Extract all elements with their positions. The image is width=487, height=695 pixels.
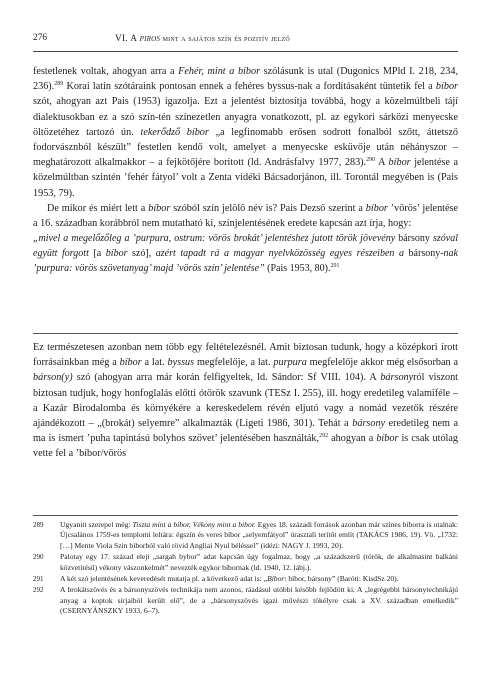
p1-text-4: szót, ahogyan azt Pais (1953) igazolja. Ezt a jelentést biztosítja továbbá, hogy a közelmúltbeli tájí dialektusokban ez a szó szín-tén színezetlen anyagra vonatkozott, pl. az egykori sárközi menyecske öltözetéhez tartozó ún.: [33, 96, 458, 138]
quote-text-5: (Pais 1953, 80).: [264, 263, 331, 275]
footnote-292: [33, 585, 458, 616]
footnote-291: [33, 574, 458, 584]
running-head-rest: mint a sajátos szín és pozitív jelző: [162, 33, 290, 43]
running-head-roman: VI.: [115, 34, 128, 44]
quote-italic-2: szóval együtt forgott: [33, 233, 458, 260]
p2-text-3: ’vörös’ jelentése a 16. században korábbról nem mutatható ki, színjelentésének eredete kapcsán azt írja, hogy:: [33, 202, 459, 230]
p1-italic-2: bíbor: [435, 81, 458, 93]
footnote-ref-292[interactable]: 292: [319, 433, 329, 440]
footnote-text: Palotay egy 17. század eleji „sargah bybor” adat kapcsán úgy fogalmaz, hogy „a századszerű (török, de alkalmasint balkáni közvetítésű) vékony vászonkelmét” nevezték egykor bíbornak (ld. 1940, 12. lábj.).: [60, 552, 458, 572]
footnote-number: 290: [33, 553, 44, 562]
p3-text-3: megfelelője, a lat.: [194, 357, 274, 369]
footnote-290: [33, 552, 458, 573]
p1-italic-4: bíbor: [388, 157, 411, 169]
quote-text-2: [a: [88, 248, 106, 260]
quote-text-3: szó],: [127, 248, 156, 260]
footnote-number: 291: [33, 575, 44, 584]
p2-italic-2: bíbor: [365, 202, 388, 214]
p3-text-5: szó (ahogyan arra már korán felfigyeltek, ld. Sándor: Sf VIII. 104). A: [72, 372, 381, 384]
section-rule: [33, 333, 458, 334]
quote-text-4: bársony: [403, 248, 441, 260]
quote-italic-4: azért tapadt rá a magyar nyelvközösség egyes részeiben a: [155, 248, 404, 260]
p1-text-1: festetlenek voltak, ahogyan arra a: [33, 66, 179, 77]
quote-italic-5: -nak ’purpura: vörös szövetanyag’ majd ’vörös szín’ jelentése”: [33, 248, 458, 275]
footnote-number: 292: [33, 586, 44, 595]
p1-text-5: „a legfinomabb erősen sodrott fonalból szőtt, áttetsző fodorvásznból készült” festetlen kendő volt, amelyet a menyecske esküvője után néhányszor – meghatározott alkalmakkor – a fejkötőjére borított (ld. Andrásfalvy 1977, 283).: [33, 126, 458, 169]
footnote-text: Ugyanitt szerepel még:: [60, 520, 133, 529]
quote-italic-1: „mivel a megelőzőleg a ’purpura, ostrum: vörös brokát’ jelentéshez jutott török jövevény: [33, 233, 396, 245]
p2-italic-1: bíbor: [148, 202, 171, 214]
footnote-rule: [33, 515, 458, 516]
p1-text-3: Korai latin szótáraink pontosan ennek a fehéres byssus-nak a fordításaként tüntetik fel a: [63, 81, 436, 93]
header-rule: [33, 51, 458, 52]
footnote-text: Egyes 18. századi források azonban már színes bíborra is utalnak: Újcsalános 1759-es templomi leltára: égszín és veres bíbor „selyemfátyol” úrasztali terítőt említ (TAKÁCS 1986, 19). Vö. „1732: […] Mente Viola Szin biborból való rövid Angliai Nyul béléssel” (idézi: NAGY J. 1993, 20).: [60, 520, 459, 550]
footnote-ref-289[interactable]: 289: [54, 81, 64, 88]
p1-text-7: jelentése a közelmúltban szintén ’fehér fátyol’ volt a Zenta vidéki Bácsadorjánon, ill. Torontál megyében is (Pais 1953, 79).: [33, 157, 458, 199]
p1-italic-3: tekerődző bíbor: [140, 126, 209, 138]
p3-text-4: megfelelője akkor még elsősorban a: [306, 357, 458, 369]
footnote-number: 289: [33, 521, 44, 529]
p3-text-7: eredetileg nem a ma is ismert ’puha tapintású bolyhos szövet’ jelentésében használták,: [33, 418, 458, 445]
footnotes: [33, 520, 458, 618]
p3-italic-2: byssus: [167, 357, 195, 369]
block-quote: [33, 231, 458, 276]
footnote-text: : bíbor, bársony” (Baróti: KisdSz 20).: [284, 574, 399, 584]
paragraph-3: [33, 340, 458, 462]
p3-italic-1: bíbor: [119, 357, 142, 369]
p3-italic-7: bíbor: [376, 433, 399, 445]
running-head-a: A: [130, 33, 138, 43]
p1-italic-1: Fehér, mint a bíbor: [178, 66, 261, 77]
p3-italic-4: bárson(y): [33, 372, 73, 384]
p3-text-2: a lat.: [141, 357, 168, 369]
p3-text-8: ahogyan a: [328, 433, 377, 445]
p3-italic-6: bársony: [352, 418, 386, 430]
footnote-text: A brokátszövés és a bársonyszövés technikája nem azonos, ráadásul utóbbi később fejlődött ki. A „legrégebbi bársonytechnikájú anyag a koptok sírjaiból került elő”, de a „bársonyszövés igazi művészi tökélyre csak a XV. században emelkedik” (CSERNYÁNSZKY 1933, 6–7).: [60, 585, 458, 616]
quote-text-1: bársony: [395, 233, 433, 245]
p1-text-2: szólásunk is utal (Dugonics MPld I. 218, 234, 236).: [33, 66, 458, 93]
paragraph-1: [33, 64, 458, 201]
footnote-italic: Bíbor: [267, 574, 285, 584]
p2-text-1: De mikor és miért lett a: [47, 202, 149, 214]
page-header: [33, 33, 458, 47]
p3-text-1: Ez természetesen azonban nem több egy feltételezésnél. Amit biztosan tudunk, hogy a középkori írott forrásainkban még a: [33, 342, 458, 369]
footnote-ref-290[interactable]: 290: [366, 157, 376, 164]
p1-text-6: A: [375, 157, 389, 169]
p2-text-2: szóból szín jelölő név is? Pais Dezső szerint a: [170, 202, 366, 214]
running-head: [115, 33, 290, 44]
footnote-289: [33, 520, 458, 551]
p3-text-6: ról viszont biztosan tudjuk, hogy honfoglalás előtti ótörök szavunk (TESz I. 255), ill. hogy eredetileg valamiféle – a Kazár Birodalomba és környékére a kereskedelem révén eljutó vagy a nomád vezetők részére ajándékozott – „(brokát) selyemre” alkalmazták (Ligeti 1986, 301). Tehát a: [33, 372, 458, 430]
p3-text-9: is csak utólag vette fel a ’bíbor/vörös: [33, 433, 458, 460]
main-text-bottom: [33, 340, 458, 462]
page-number: 276: [33, 33, 48, 43]
footnote-ref-291[interactable]: 291: [330, 263, 340, 270]
p3-italic-5: bársony: [380, 372, 414, 384]
p3-italic-3: purpura: [273, 357, 307, 369]
quote-italic-3: bíbor: [105, 248, 128, 260]
main-text-top: [33, 64, 458, 276]
paragraph-2: [33, 201, 458, 231]
footnote-text: A két szó jelentésének keveredését mutatja pl. a következő adat is: „: [60, 574, 268, 584]
running-head-italic: piros: [139, 34, 161, 44]
footnote-italic: Tiszta mint a bibor, Vékony mint a bibor.: [132, 520, 256, 529]
